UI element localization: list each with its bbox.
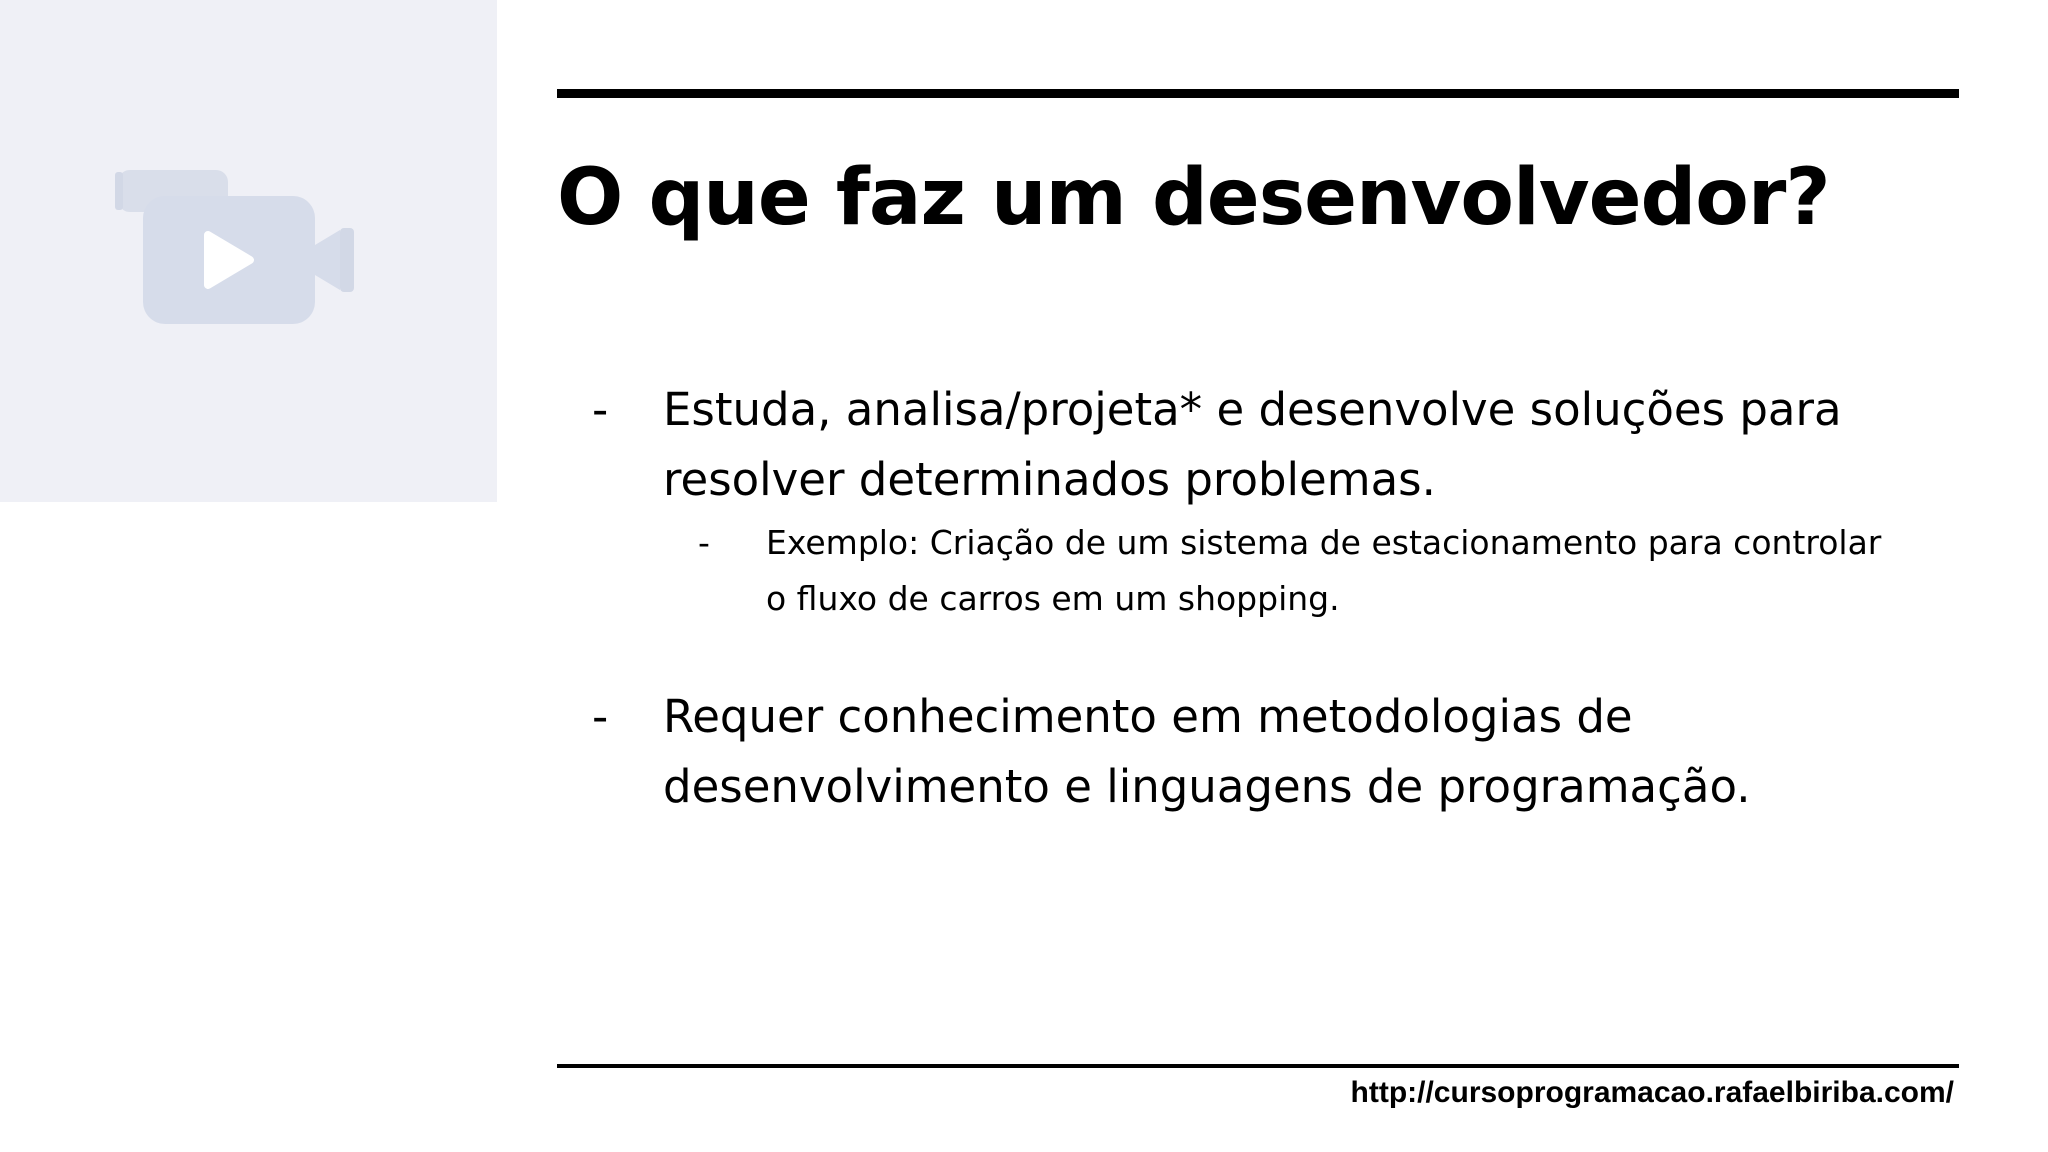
bullet-item <box>592 375 1942 515</box>
bullet-marker: - <box>698 523 710 562</box>
video-camera-play-icon[interactable] <box>112 160 362 335</box>
bullet-text <box>663 375 1943 515</box>
bottom-divider <box>557 1064 1959 1068</box>
footer-url: http://cursoprogramacao.rafaelbiriba.com/ <box>1350 1076 1954 1109</box>
bullet-marker: - <box>592 383 609 436</box>
bullet-line: Requer conhecimento em metodologias de <box>663 690 1633 743</box>
bullet-text <box>663 682 1943 822</box>
slide-title: O que faz um desenvolvedor? <box>557 153 1830 243</box>
video-placeholder[interactable] <box>0 0 497 502</box>
bullet-text <box>766 515 1946 627</box>
bullet-marker: - <box>592 690 609 743</box>
bullet-line: Exemplo: Criação de um sistema de estacionamento para controlar <box>766 523 1882 562</box>
bullet-line: desenvolvimento e linguagens de programação. <box>663 760 1751 813</box>
bullet-item <box>592 682 1942 822</box>
bullet-line: Estuda, analisa/projeta* e desenvolve soluções para <box>663 383 1842 436</box>
top-divider <box>557 89 1959 98</box>
bullet-line: o fluxo de carros em um shopping. <box>766 579 1340 618</box>
sub-bullet-item <box>698 515 1948 627</box>
bullet-line: resolver determinados problemas. <box>663 453 1436 506</box>
